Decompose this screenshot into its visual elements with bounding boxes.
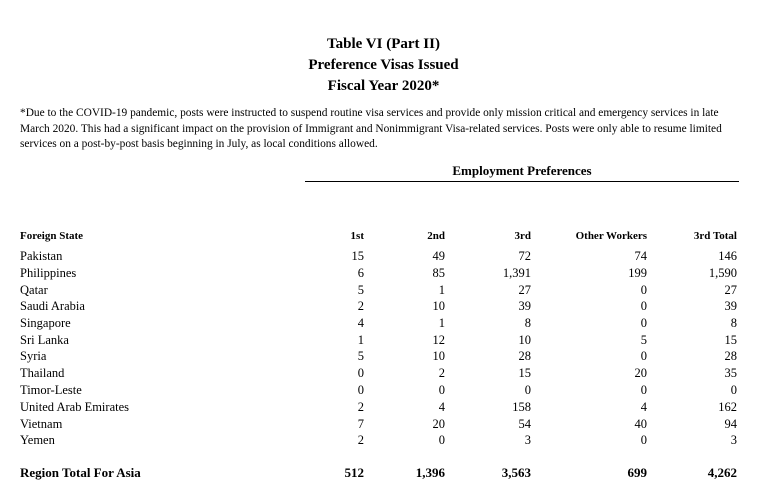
cell-1st: 4 [357, 316, 364, 330]
cell-state: Saudi Arabia [20, 299, 85, 313]
cell-2nd: 20 [432, 417, 445, 431]
cell-2nd: 0 [438, 383, 445, 397]
cell-2nd: 4 [438, 400, 445, 414]
cell-2nd: 49 [432, 249, 445, 263]
table-row [0, 248, 767, 264]
cell-other-workers: 74 [634, 249, 647, 263]
cell-3rd: 3 [524, 433, 531, 447]
cell-1st: 7 [357, 417, 364, 431]
total-label: Region Total For Asia [20, 465, 141, 480]
cell-3rd-total: 146 [718, 249, 737, 263]
cell-3rd-total: 3 [730, 433, 737, 447]
cell-state: Vietnam [20, 417, 63, 431]
table-row [0, 432, 767, 448]
cell-state: Thailand [20, 366, 65, 380]
cell-1st: 6 [357, 266, 364, 280]
cell-3rd-total: 0 [730, 383, 737, 397]
cell-3rd: 8 [524, 316, 531, 330]
region-total-row [0, 465, 767, 481]
col-header-3rd-total: 3rd Total [693, 230, 737, 242]
cell-3rd-total: 162 [718, 400, 737, 414]
cell-3rd-total: 94 [724, 417, 737, 431]
cell-3rd: 15 [518, 366, 531, 380]
group-header-rule [305, 181, 739, 182]
cell-2nd: 2 [438, 366, 445, 380]
table-row [0, 332, 767, 348]
cell-state: Qatar [20, 283, 48, 297]
cell-state: Pakistan [20, 249, 63, 263]
cell-3rd-total: 35 [724, 366, 737, 380]
cell-3rd-total: 27 [724, 283, 737, 297]
cell-3rd: 54 [518, 417, 531, 431]
cell-other-workers: 4 [640, 400, 647, 414]
table-row [0, 348, 767, 364]
table-title: Table VI (Part II) [327, 36, 440, 52]
total-3rd-total: 4,262 [707, 465, 737, 480]
col-header-foreign-state: Foreign State [20, 230, 84, 242]
table-row [0, 365, 767, 381]
cell-other-workers: 5 [640, 333, 647, 347]
cell-2nd: 1 [438, 283, 445, 297]
cell-3rd-total: 28 [724, 349, 737, 363]
cell-3rd: 27 [518, 283, 531, 297]
table-row [0, 416, 767, 432]
cell-3rd: 72 [518, 249, 531, 263]
total-other-workers: 699 [627, 465, 647, 480]
table-row [0, 265, 767, 281]
cell-other-workers: 20 [634, 366, 647, 380]
total-2nd: 1,396 [415, 465, 445, 480]
cell-other-workers: 199 [628, 266, 647, 280]
cell-3rd-total: 8 [730, 316, 737, 330]
col-header-other-workers: Other Workers [575, 230, 647, 242]
col-header-3rd: 3rd [514, 230, 531, 242]
table-row [0, 382, 767, 398]
cell-1st: 5 [357, 349, 364, 363]
cell-state: Syria [20, 349, 47, 363]
cell-3rd: 1,391 [502, 266, 531, 280]
col-header-1st: 1st [350, 230, 364, 242]
cell-other-workers: 0 [640, 433, 647, 447]
table-row [0, 315, 767, 331]
cell-1st: 1 [357, 333, 364, 347]
cell-2nd: 85 [432, 266, 445, 280]
table-row [0, 399, 767, 415]
cell-2nd: 12 [432, 333, 445, 347]
cell-3rd-total: 1,590 [708, 266, 737, 280]
cell-3rd: 10 [518, 333, 531, 347]
cell-state: Timor-Leste [20, 383, 82, 397]
cell-other-workers: 0 [640, 383, 647, 397]
cell-state: Yemen [20, 433, 55, 447]
cell-1st: 0 [357, 366, 364, 380]
table-row [0, 298, 767, 314]
cell-3rd: 0 [524, 383, 531, 397]
cell-state: Singapore [20, 316, 71, 330]
cell-2nd: 10 [432, 299, 445, 313]
table-subtitle: Preference Visas Issued [308, 57, 459, 73]
cell-3rd-total: 15 [724, 333, 737, 347]
cell-state: United Arab Emirates [20, 400, 129, 414]
cell-state: Philippines [20, 266, 77, 280]
cell-other-workers: 0 [640, 349, 647, 363]
cell-3rd: 28 [518, 349, 531, 363]
employment-preferences-header: Employment Preferences [452, 163, 592, 178]
cell-other-workers: 40 [634, 417, 647, 431]
cell-1st: 5 [357, 283, 364, 297]
cell-3rd-total: 39 [724, 299, 737, 313]
cell-1st: 0 [357, 383, 364, 397]
cell-1st: 2 [357, 400, 364, 414]
cell-2nd: 10 [432, 349, 445, 363]
cell-2nd: 1 [438, 316, 445, 330]
cell-other-workers: 0 [640, 299, 647, 313]
cell-1st: 2 [357, 433, 364, 447]
total-1st: 512 [344, 465, 364, 480]
cell-3rd: 39 [518, 299, 531, 313]
cell-other-workers: 0 [640, 283, 647, 297]
cell-1st: 2 [357, 299, 364, 313]
table-row [0, 282, 767, 298]
cell-3rd: 158 [512, 400, 531, 414]
fiscal-year-title: Fiscal Year 2020* [327, 78, 440, 94]
cell-1st: 15 [351, 249, 364, 263]
cell-2nd: 0 [438, 433, 445, 447]
cell-other-workers: 0 [640, 316, 647, 330]
covid-footnote: *Due to the COVID-19 pandemic, posts were instructed to suspend routine visa services and provide only mission critical and emergency services in late March 2020. This had a significant impact on the provision of Immigrant and Nonimmigrant Visa-related services. Posts were only able to resume limited services on a post-by-post basis beginning in July, as local conditions allowed. [20, 107, 722, 150]
cell-state: Sri Lanka [20, 333, 69, 347]
col-header-2nd: 2nd [427, 230, 445, 242]
total-3rd: 3,563 [501, 465, 531, 480]
